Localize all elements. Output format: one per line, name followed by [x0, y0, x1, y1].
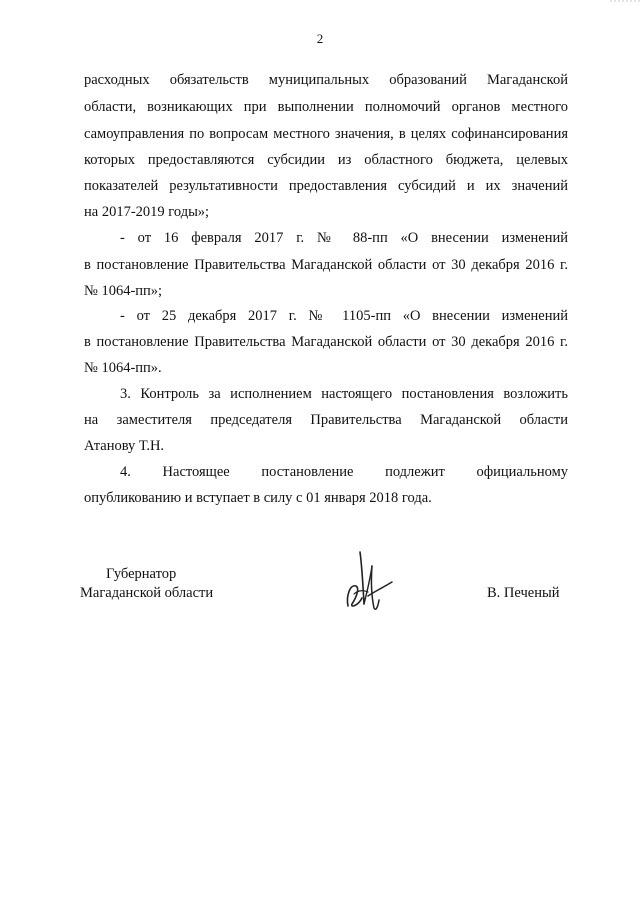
page-number: 2 — [316, 31, 324, 46]
paragraph-4-line-1: 4. Настоящее постановление подлежит официальному — [120, 464, 568, 480]
paragraph-3-line-1: 3. Контроль за исполнением настоящего постановления возложить — [120, 386, 568, 402]
text-line-1: расходных обязательств муниципальных образований Магаданской — [84, 72, 568, 88]
list-item-2-line-2: в постановление Правительства Магаданской области от 30 декабря 2016 г. — [84, 334, 568, 350]
handwritten-signature — [338, 546, 398, 618]
list-item-1-line-1: - от 16 февраля 2017 г. № 88-пп «О внесении изменений — [120, 230, 568, 246]
text-line-4: которых предоставляются субсидии из областного бюджета, целевых — [84, 152, 568, 168]
text-line-3: самоуправления по вопросам местного значения, в целях софинансирования — [84, 126, 568, 142]
paragraph-4-line-2: опубликованию и вступает в силу с 01 января 2018 года. — [84, 490, 432, 506]
page-edge-mark — [610, 0, 640, 4]
text-line-6: на 2017-2019 годы»; — [84, 204, 210, 220]
text-line-2: области, возникающих при выполнении полномочий органов местного — [84, 99, 568, 115]
signatory-name: В. Печеный — [487, 585, 560, 601]
paragraph-3-line-3: Атанову Т.Н. — [84, 438, 165, 454]
list-item-1-line-3: № 1064-пп»; — [84, 283, 163, 299]
text-line-5: показателей результативности предоставления субсидий и их значений — [84, 178, 568, 194]
paragraph-3-line-2: на заместителя председателя Правительства Магаданской области — [84, 412, 568, 428]
signatory-position-line-2: Магаданской области — [80, 585, 214, 601]
signatory-position-line-1: Губернатор — [106, 566, 177, 582]
list-item-1-line-2: в постановление Правительства Магаданской области от 30 декабря 2016 г. — [84, 257, 568, 273]
list-item-2-line-1: - от 25 декабря 2017 г. № 1105-пп «О внесении изменений — [120, 308, 568, 324]
list-item-2-line-3: № 1064-пп». — [84, 360, 162, 376]
